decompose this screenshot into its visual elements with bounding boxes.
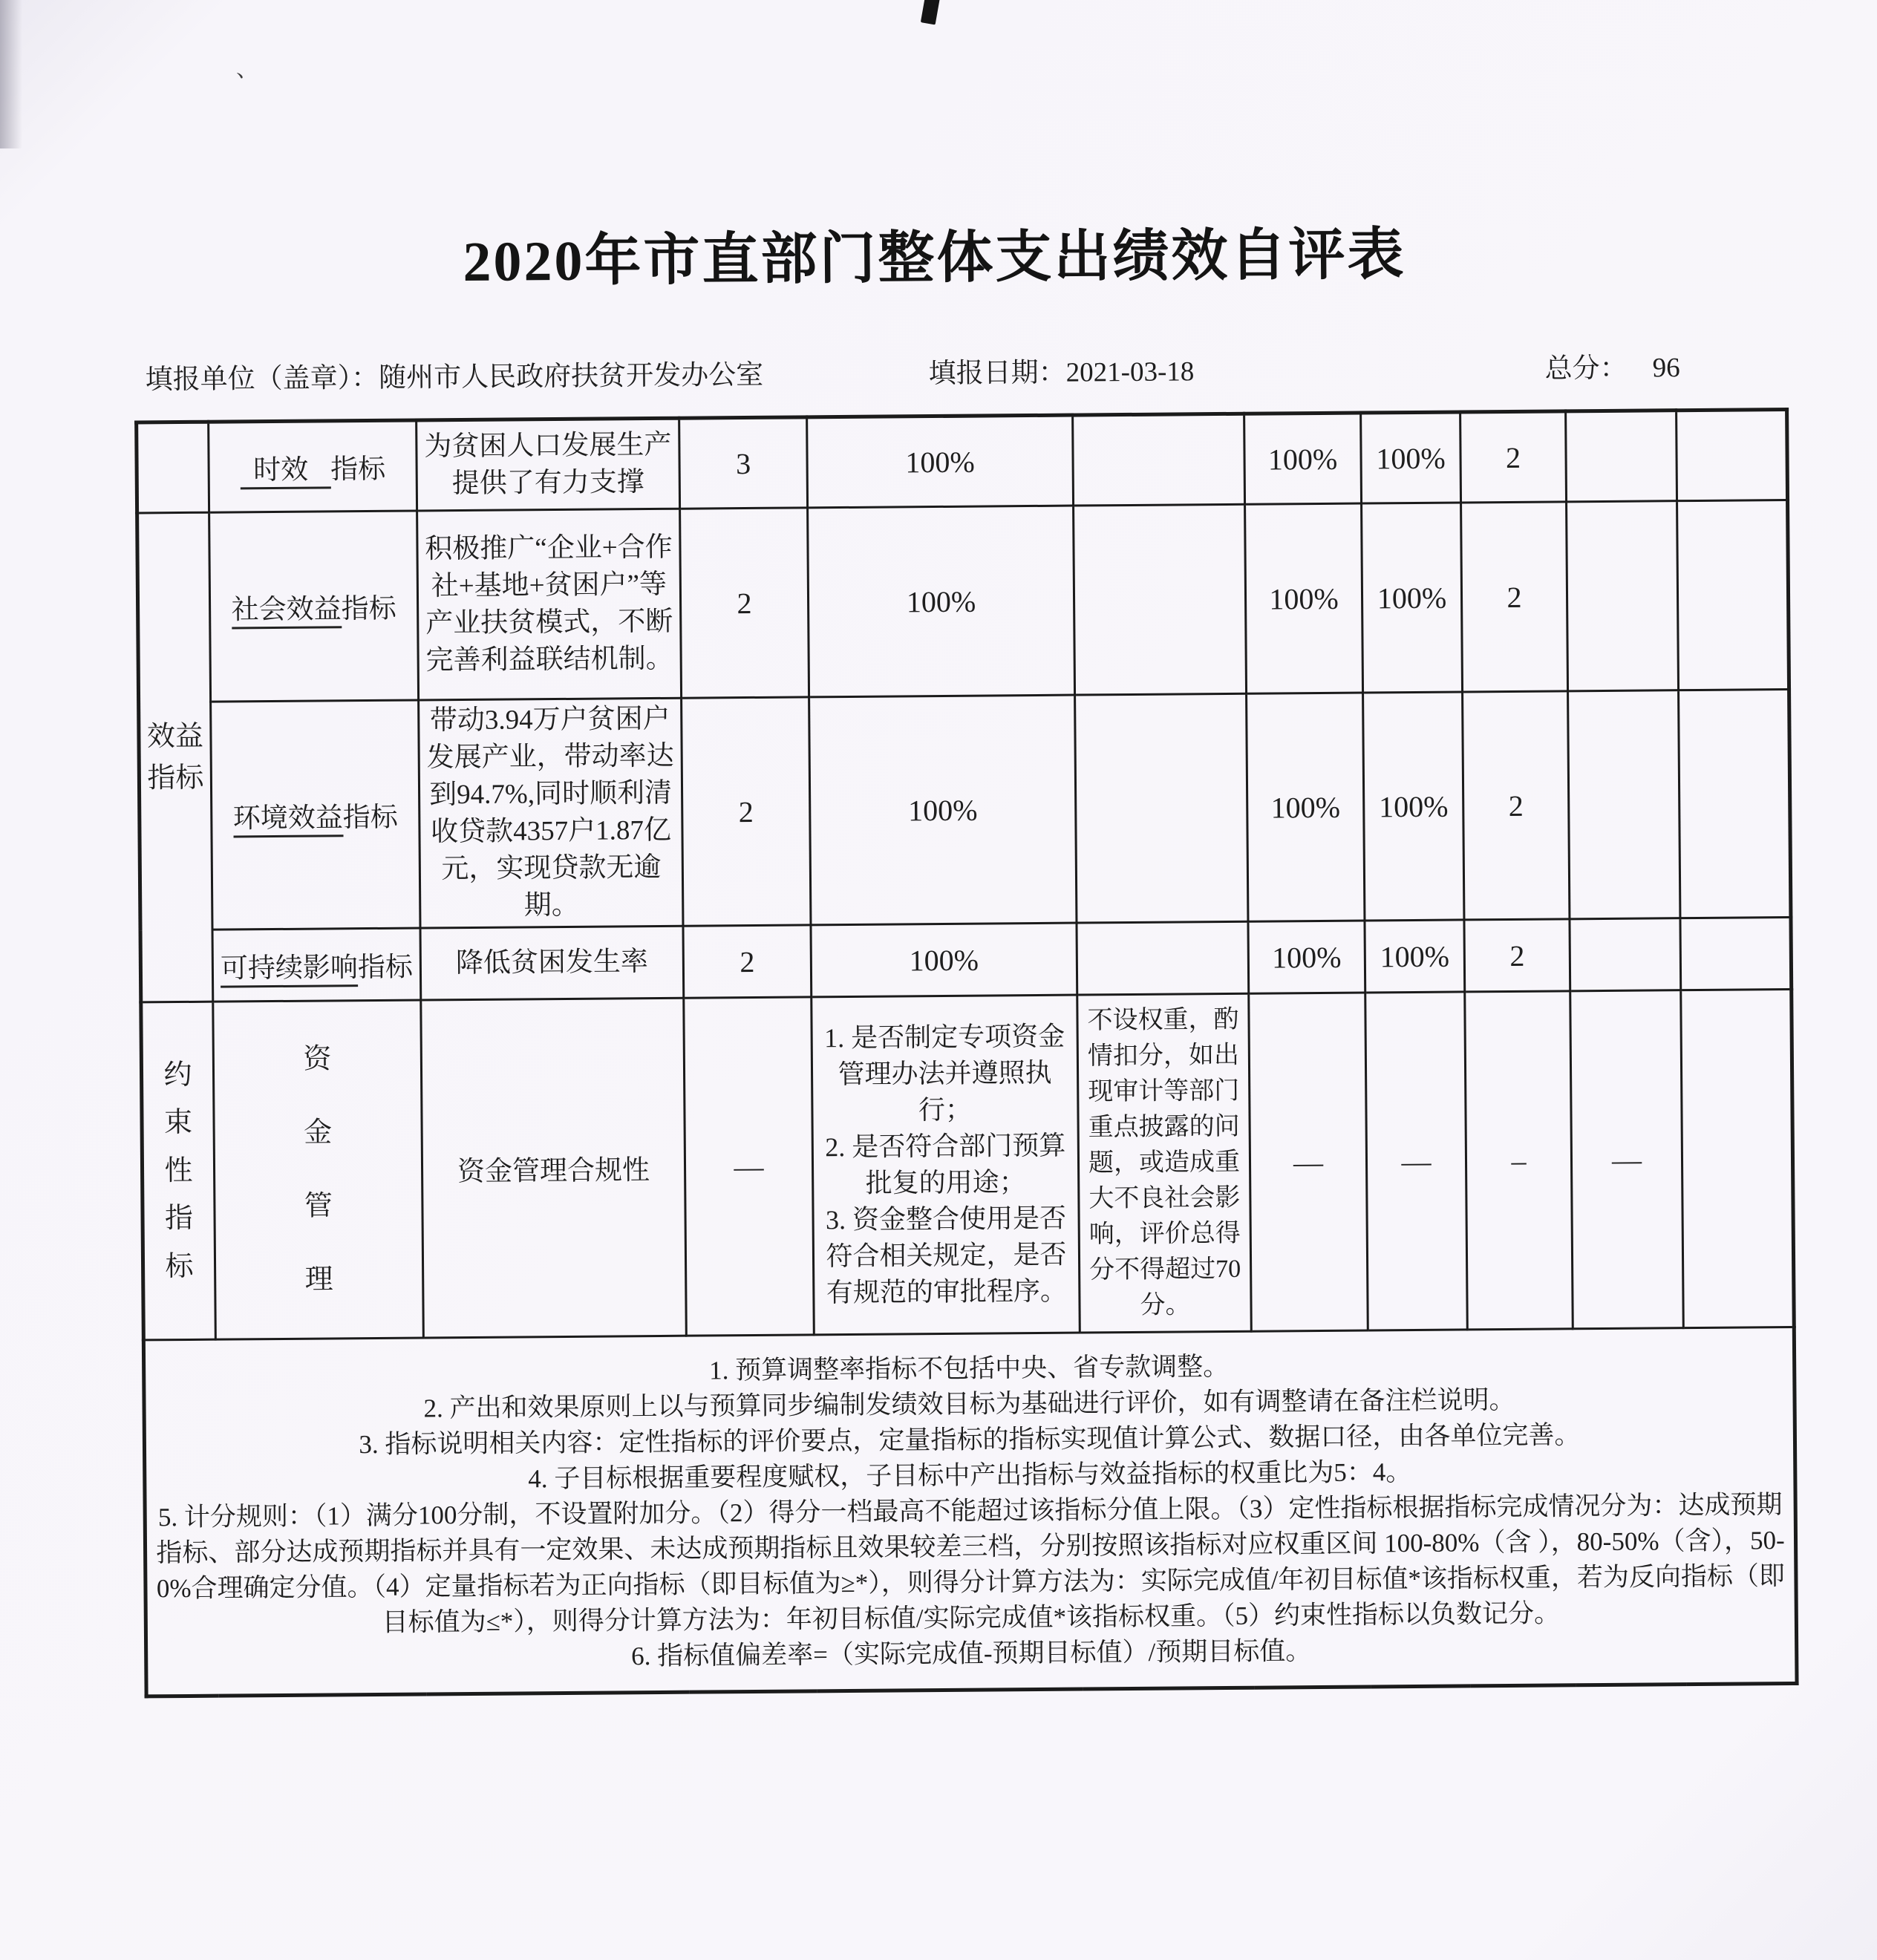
cell-empty	[137, 422, 209, 513]
cell-criteria-list: 1. 是否制定专项资金管理办法并遵照执行； 2. 是否符合部门预算批复的用途； 3. 资金整合使用是否符合相关规定，是否有规范的审批程序。	[812, 995, 1080, 1335]
cell-deduction-rule: 不设权重，酌情扣分，如出现审计等部门重点披露的问题，或造成重大不良社会影响，评价总得分不得超过70分。	[1077, 993, 1252, 1333]
cell-indicator-name	[209, 420, 417, 512]
indicator-underlined: 社会效益	[231, 594, 341, 629]
cell-completion-rate: 100%	[1363, 692, 1464, 921]
cell-indicator-name: 资金管理合规性	[421, 998, 687, 1338]
indicator-suffix: 指标	[341, 593, 396, 625]
cell-empty	[1567, 501, 1679, 691]
notes-block	[143, 1327, 1797, 1696]
cell-actual-value: 100%	[1248, 921, 1365, 993]
total-score-label: 总分：	[1544, 353, 1628, 385]
cell-empty	[1566, 411, 1677, 502]
note-2: 2. 产出和效果原则上以与预算同步编制发绩效目标为基础进行评价，如有调整请在备注栏说明。	[423, 1385, 1515, 1423]
indicator-suffix: 指标	[357, 952, 414, 984]
cell-dash: –	[1465, 991, 1573, 1330]
cell-group-benefit: 效益 指标	[137, 512, 213, 1002]
reporting-unit-label: 填报单位（盖章）：	[145, 362, 379, 396]
cell-score: 2	[1464, 919, 1570, 992]
page-title: 2020年市直部门整体支出绩效自评表	[463, 223, 1406, 294]
cell-group-constraint	[141, 1002, 216, 1340]
note-6: 6. 指标值偏差率=（实际完成值-预期目标值）/预期目标值。	[630, 1636, 1312, 1671]
indicator-suffix: 指标	[330, 454, 386, 486]
cell-description: 为贫困人口发展生产提供了有力支撑	[417, 418, 680, 511]
cell-actual-value: 100%	[1245, 503, 1363, 693]
cell-weight: 2	[680, 508, 809, 698]
indicator-suffix: 指标	[342, 802, 398, 834]
cell-empty	[1073, 414, 1245, 506]
indicator-underlined: 可持续影响	[221, 953, 358, 987]
note-1: 1. 预算调整率指标不包括中央、省专款调整。	[709, 1351, 1230, 1385]
report-date-value: 2021-03-18	[1065, 356, 1195, 388]
cell-weight: 2	[682, 697, 811, 926]
table-row-notes	[143, 1327, 1797, 1696]
cell-indicator-name	[211, 700, 420, 930]
total-score	[1544, 344, 1679, 385]
table-row-social-benefit	[137, 500, 1789, 702]
cell-dash: —	[1249, 993, 1368, 1331]
self-evaluation-table	[134, 408, 1798, 1698]
cell-completion-rate: 100%	[1361, 412, 1461, 503]
cell-empty	[1677, 410, 1788, 501]
cell-target-value: 100%	[808, 506, 1075, 697]
cell-empty	[1680, 917, 1792, 990]
cell-indicator-name	[209, 511, 419, 702]
cell-dash: —	[1365, 992, 1468, 1330]
cell-description: 积极推广“企业+合作社+基地+贫困户”等产业扶贫模式，不断完善利益联结机制。	[417, 509, 682, 700]
fund-management-label: 资金管理	[303, 1043, 333, 1296]
cell-target-value: 100%	[809, 695, 1077, 925]
cell-empty	[1568, 690, 1680, 919]
table-row-environmental-benefit	[139, 689, 1791, 930]
table-row-sustainability	[140, 917, 1792, 1002]
cell-empty	[1679, 689, 1791, 918]
report-date-label: 填报日期：	[928, 357, 1066, 390]
table-row-timeliness	[137, 410, 1788, 513]
table-row-constraint	[141, 989, 1795, 1339]
reporting-unit	[145, 352, 763, 397]
cell-weight: 2	[683, 925, 812, 998]
cell-score: 2	[1463, 691, 1570, 920]
scan-artifact: 、	[236, 57, 258, 82]
cell-weight-dash: —	[684, 997, 815, 1336]
cell-empty	[1677, 500, 1789, 690]
note-3: 3. 指标说明相关内容：定性指标的评价要点，定量指标的指标实现值计算公式、数据口径，由各单位完善。	[359, 1420, 1581, 1460]
reporting-unit-value: 随州市人民政府扶贫开发办公室	[379, 359, 764, 393]
cell-empty	[1570, 918, 1681, 991]
meta-row	[0, 343, 1873, 396]
constraint-group-label: 约束性指标	[163, 1059, 194, 1283]
cell-empty	[1075, 693, 1248, 923]
cell-empty	[1077, 921, 1249, 995]
cell-weight: 3	[679, 417, 808, 509]
cell-fund-management	[213, 1000, 424, 1339]
cell-dash: —	[1570, 990, 1684, 1329]
cell-score: 2	[1461, 502, 1568, 692]
cell-description: 降低贫困发生率	[420, 926, 684, 1000]
cell-actual-value: 100%	[1247, 693, 1365, 921]
report-date	[928, 348, 1194, 391]
cell-empty	[1681, 989, 1795, 1327]
note-5: 5. 计分规则：（1）满分100分制，不设置附加分。（2）得分一档最高不能超过该指标分值上限。（3）定性指标根据指标完成情况分为：达成预期指标、部分达成预期指标并具有一定效果、未达成预期指标且效果较差三档，分别按照该指标对应权重区间 100-80%（含 ），80-50%（含），50-0%合理确定分值。（4）定量指标若为正向指标（即目标值为≥*），则得分计算方法为：实际完成值/年初目标值*该指标权重，若为反向指标（即目标值为≤*），则得分计算方法为：年初目标值/实际完成值*该指标权重。（5）约束性指标以负数记分。	[156, 1490, 1786, 1637]
cell-target-value: 100%	[811, 923, 1077, 997]
cell-completion-rate: 100%	[1365, 920, 1465, 993]
cell-completion-rate: 100%	[1362, 503, 1463, 693]
note-4: 4. 子目标根据重要程度赋权，子目标中产出指标与效益指标的权重比为5：4。	[528, 1457, 1412, 1494]
cell-description: 带动3.94万户贫困户发展产业，带动率达到94.7%,同时顺利清收贷款4357户1.87亿元，实现贷款无逾期。	[419, 698, 683, 928]
cell-empty	[1074, 504, 1247, 695]
cell-indicator-name	[212, 928, 421, 1002]
cell-target-value: 100%	[807, 415, 1074, 508]
cell-score: 2	[1460, 411, 1567, 503]
cell-actual-value: 100%	[1244, 413, 1362, 504]
indicator-underlined: 环境效益	[233, 803, 343, 837]
total-score-value: 96	[1652, 353, 1680, 384]
indicator-underlined: 时效	[240, 454, 330, 489]
